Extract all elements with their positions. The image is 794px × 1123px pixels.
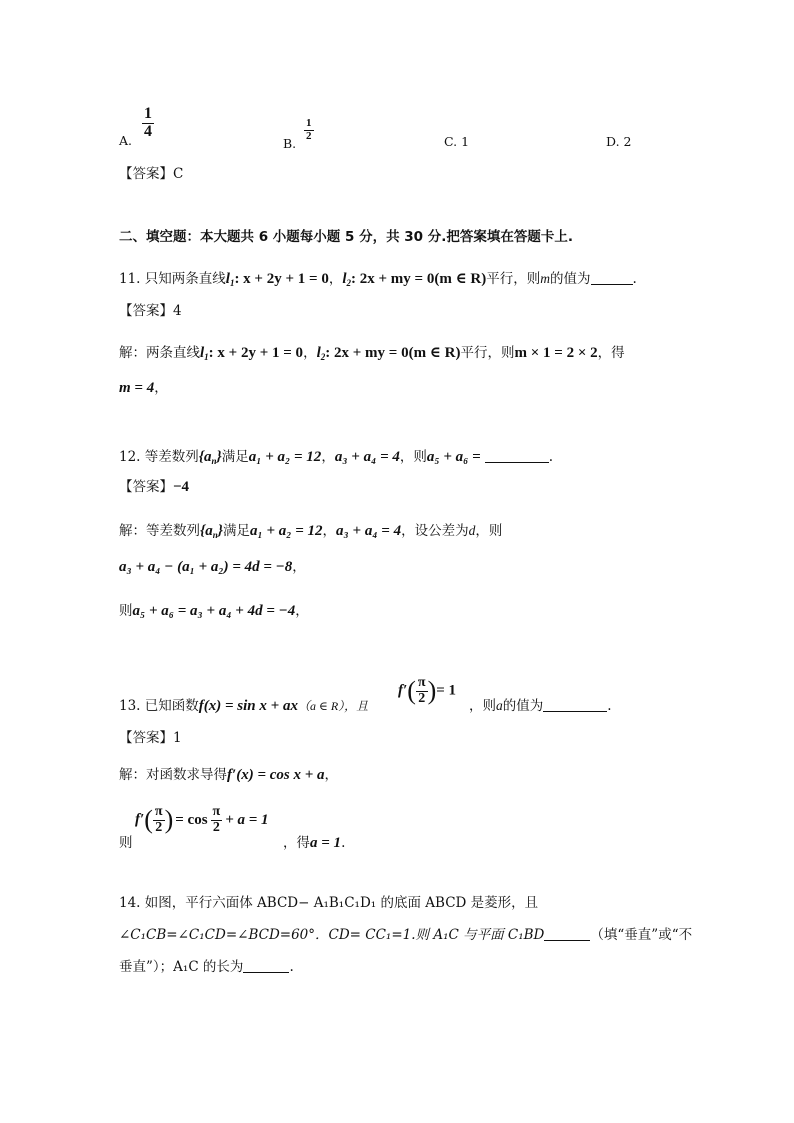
question-13 [119, 697, 368, 715]
q12-sol-line2-eq: a₃ + a₄ − (a₁ + a₂) = 4d = −8 [119, 559, 293, 575]
q13-eq1: = 1 [436, 682, 457, 699]
q11-sol-de: ，得 [597, 345, 625, 361]
q13-suffix: 的值为 [502, 698, 544, 714]
option-b-denominator: 2 [306, 129, 312, 142]
q13-sol2-result: a = 1 [310, 835, 342, 851]
solution-q13-line2 [135, 805, 269, 835]
question-12 [119, 448, 553, 470]
q12-answer-blank[interactable] [485, 448, 549, 463]
option-b-label: B. [283, 136, 297, 151]
solution-q13-line2-prefix [119, 834, 133, 852]
solution-q13-result [283, 834, 345, 852]
q13-rparen: ) [427, 676, 437, 706]
q11-sol-prefix: 解：两条直线 [119, 345, 200, 361]
q13-sol2-eq-end: + a = 1 [225, 811, 269, 828]
solution-q11 [119, 344, 625, 366]
q12-sol-line3-end: ， [295, 603, 309, 619]
q11-l1: $l_1$ [225, 271, 235, 288]
option-c: C. 1 [444, 134, 470, 149]
option-b-numerator: 1 [306, 117, 312, 129]
q14-line2-a: ∠C₁CB=∠C₁CD=∠BCD=60°．CD= CC₁=1.则 A₁C 与平面 C₁BD [119, 927, 545, 943]
question-11 [119, 270, 637, 292]
q11-l1-equation: : x + 2y + 1 = 0 [234, 271, 329, 287]
q12-sol-sep: ， [322, 523, 337, 539]
q12-ask: a₅ + a₆ = [426, 449, 481, 465]
q12-sol-satisfy: 满足 [222, 523, 250, 539]
q14-blank-1[interactable] [544, 926, 590, 941]
question-14-line2 [119, 926, 692, 944]
q13-sol2-rparen: ) [164, 805, 174, 835]
q12-end: . [548, 449, 553, 465]
q13-sol-eq: f′(x) = cos x + a [227, 767, 325, 783]
q11-answer-blank[interactable] [591, 270, 633, 285]
solution-q12-line3 [119, 602, 309, 620]
option-a-label: A. [119, 133, 133, 148]
q12-satisfy: 满足 [221, 449, 249, 465]
q13-pi-over-2 [416, 676, 428, 706]
q12-eq2: a₃ + a₄ = 4 [334, 449, 400, 465]
q13-condition: （a ∈ R），且 [297, 699, 369, 713]
option-b-fraction [304, 118, 314, 142]
q13-then: ，则 [469, 698, 496, 714]
q12-sol-line3-prefix: 则 [119, 603, 133, 619]
q13-function: f(x) = sin x + ax [198, 698, 298, 714]
q13-fprime: f′ [398, 682, 408, 699]
q11-var: m [540, 271, 551, 286]
q13-sol2-lparen: ( [144, 805, 153, 835]
q11-l2-equation: : 2x + my = 0(m ∈ R) [351, 271, 487, 287]
q11-l2: $l_2$ [342, 271, 351, 288]
q13-sol2-frac1-num: π [154, 804, 163, 819]
q12-prefix: 12. 等差数列 [119, 449, 199, 465]
q11-sep: ， [328, 271, 343, 287]
q13-sol2-frac1 [153, 805, 165, 835]
option-a-numerator: 1 [144, 105, 152, 122]
q14-line3-a: 垂直”）；A₁C 的长为 [119, 959, 244, 975]
q13-end: . [607, 698, 612, 714]
question-14-line1: 14. 如图，平行六面体 ABCD− A₁B₁C₁D₁ 的底面 ABCD 是菱形，且 [119, 895, 539, 911]
q13-frac-den: 2 [418, 690, 426, 706]
q12-then: ，则 [399, 449, 427, 465]
q13-sol2-frac2-den: 2 [212, 819, 220, 835]
q12-sol-then: ，则 [475, 523, 503, 539]
q13-sol2-dot: . [341, 835, 346, 851]
q12-sol-seq: $\{a_n\}$ [200, 523, 223, 540]
q11-sol-equation: m × 1 = 2 × 2 [514, 345, 598, 361]
option-a [119, 133, 132, 148]
q11-sol-l2: $l_2$ [316, 345, 326, 362]
q11-sol-l1-equation: : x + 2y + 1 = 0 [208, 345, 304, 361]
q13-answer-blank[interactable] [543, 697, 607, 712]
q13-prefix: 13. 已知函数 [119, 698, 199, 714]
q12-sol-prefix: 解：等差数列 [119, 523, 200, 539]
q11-sol-l2-equation: : 2x + my = 0(m ∈ R) [325, 345, 461, 361]
q11-sol-l1: $l_1$ [200, 345, 209, 362]
answer-q11: 【答案】4 [119, 303, 182, 319]
q12-answer-prefix: 【答案】 [119, 479, 173, 495]
question-13-tail [469, 697, 612, 715]
answer-q13: 【答案】1 [119, 730, 182, 746]
answer-q10: 【答案】C [119, 166, 184, 182]
q14-line2-b: （填“垂直”或“不 [590, 927, 693, 943]
q12-eq1: a₁ + a₂ = 12 [248, 449, 322, 465]
q11-end: . [632, 271, 637, 287]
solution-q13 [119, 766, 338, 784]
q12-sol-line3-eq: a₅ + a₆ = a₃ + a₄ + 4d = −4 [132, 603, 296, 619]
solution-q12-line2 [119, 558, 306, 576]
q13-sol2-fprime: f′ [135, 811, 145, 828]
q11-sol-sep: ， [303, 345, 317, 361]
q12-sol-line2-end: ， [292, 559, 306, 575]
answer-q12 [119, 478, 189, 496]
q13-frac-num: π [417, 675, 426, 690]
q11-sol-result: m = 4 [119, 380, 155, 396]
q12-seq: $\{a_n\}$ [198, 449, 222, 466]
section-heading: 二、填空题：本大题共 6 小题每小题 5 分，共 30 分.把答案填在答题卡上. [119, 229, 574, 245]
q12-answer-value: −4 [173, 479, 190, 495]
q13-var: a [496, 698, 503, 713]
q13-lparen: ( [407, 676, 416, 706]
q14-line3-b: . [289, 959, 294, 975]
q14-blank-2[interactable] [243, 958, 289, 973]
q13-sol2-frac2-num: π [212, 804, 221, 819]
option-a-denominator: 4 [144, 122, 152, 140]
q11-sol-mid: 平行，则 [460, 345, 515, 361]
solution-q11-line2 [119, 379, 168, 397]
option-d: D. 2 [606, 134, 632, 149]
q13-sol2-prefix: 则 [119, 835, 133, 851]
q11-prefix: 11. 只知两条直线 [119, 271, 226, 287]
q11-suffix-b: 的值为 [550, 271, 591, 287]
q11-sol-result-end: ， [154, 380, 168, 396]
q11-suffix-a: 平行，则 [486, 271, 541, 287]
q13-sol2-eq-mid: = cos [175, 811, 208, 828]
q12-sep: ， [321, 449, 335, 465]
q12-sol-eq2: a₃ + a₄ = 4 [336, 523, 402, 539]
q13-sol-prefix: 解：对函数求导得 [119, 767, 227, 783]
option-a-fraction [142, 106, 154, 141]
q13-sol2-frac1-den: 2 [155, 819, 163, 835]
q13-sol2-frac2 [211, 805, 223, 835]
q12-sol-d: d [468, 523, 476, 538]
q13-sol2-de: ，得 [283, 835, 310, 851]
q12-sol-diff: ，设公差为 [401, 523, 469, 539]
question-14-line3 [119, 958, 294, 976]
q13-derivative-condition [398, 676, 456, 706]
solution-q12 [119, 522, 502, 544]
q13-sol-end: ， [324, 767, 339, 783]
option-b [283, 136, 296, 151]
q12-sol-eq1: a₁ + a₂ = 12 [249, 523, 323, 539]
